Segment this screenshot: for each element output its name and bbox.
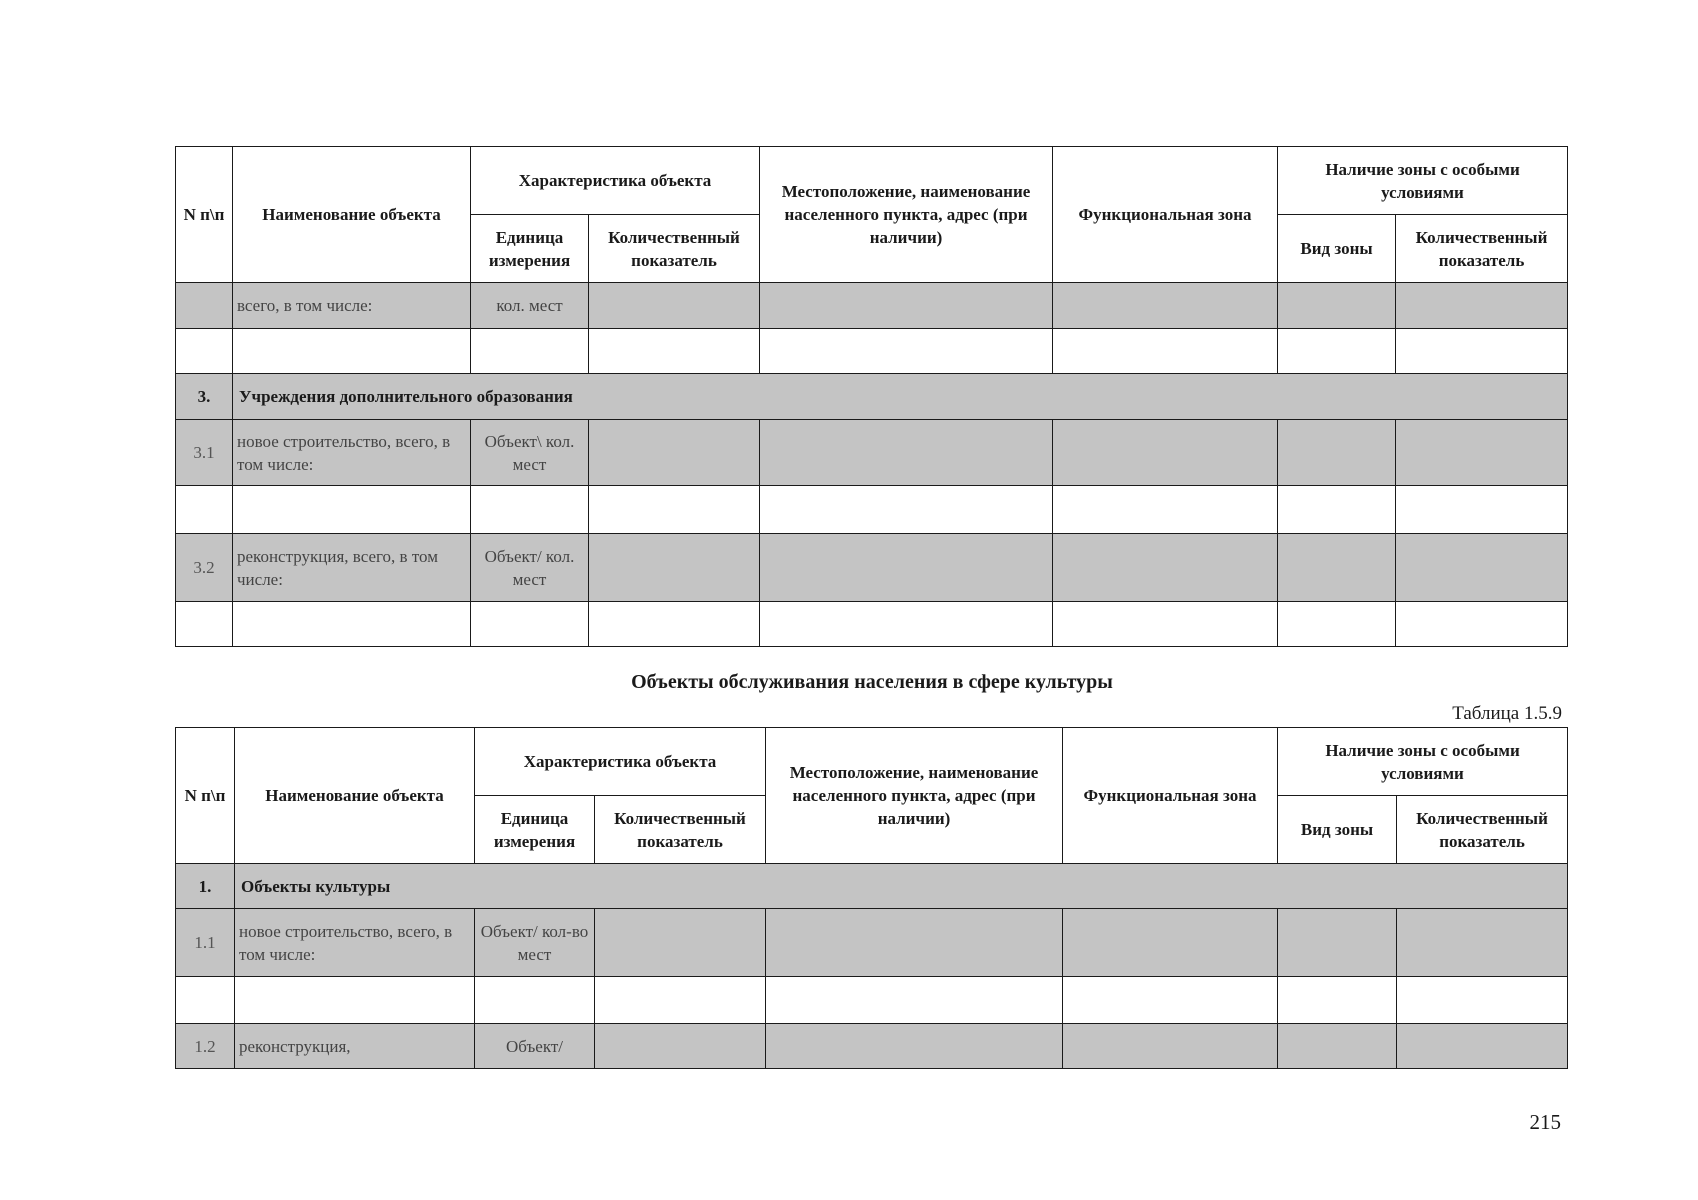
row-name: реконструкция, bbox=[235, 1024, 475, 1069]
header-zone-quantity: Количественный показатель bbox=[1397, 796, 1568, 864]
header-location: Местоположение, наименование населенного пункта, адрес (при наличии) bbox=[760, 147, 1053, 283]
row-name: новое строительство, всего, в том числе: bbox=[233, 420, 471, 486]
header-quantity: Количественный показатель bbox=[595, 796, 766, 864]
table-row-empty bbox=[176, 602, 1568, 647]
header-name: Наименование объекта bbox=[233, 147, 471, 283]
section-title: Объекты культуры bbox=[235, 864, 1568, 909]
row-number: 1.2 bbox=[176, 1024, 235, 1069]
header-n: N п\п bbox=[176, 147, 233, 283]
table-row-empty bbox=[176, 329, 1568, 374]
section-title: Учреждения дополнительного образования bbox=[233, 374, 1568, 420]
header-n: N п\п bbox=[176, 728, 235, 864]
header-zone-quantity: Количественный показатель bbox=[1396, 215, 1568, 283]
section-row bbox=[176, 864, 1568, 909]
table-row bbox=[176, 283, 1568, 329]
header-zone: Функциональная зона bbox=[1063, 728, 1278, 864]
row-unit: Объект\ кол. мест bbox=[471, 420, 589, 486]
header-quantity: Количественный показатель bbox=[589, 215, 760, 283]
row-name: новое строительство, всего, в том числе: bbox=[235, 909, 475, 977]
row-name: реконструкция, всего, в том числе: bbox=[233, 534, 471, 602]
table-number: Таблица 1.5.9 bbox=[1452, 703, 1562, 724]
header-characteristic: Характеристика объекта bbox=[475, 728, 766, 796]
row-name: всего, в том числе: bbox=[233, 283, 471, 329]
page-number: 215 bbox=[1529, 1110, 1561, 1134]
table-row-empty bbox=[176, 977, 1568, 1024]
header-unit: Единица измерения bbox=[475, 796, 595, 864]
header-special-zone: Наличие зоны с особыми условиями bbox=[1278, 728, 1568, 796]
table-education bbox=[175, 146, 1568, 647]
table-culture bbox=[175, 727, 1568, 1069]
row-number: 3.2 bbox=[176, 534, 233, 602]
row-number: 3.1 bbox=[176, 420, 233, 486]
section-number: 1. bbox=[176, 864, 235, 909]
header-special-zone: Наличие зоны с особыми условиями bbox=[1278, 147, 1568, 215]
row-unit: Объект/ кол-во мест bbox=[475, 909, 595, 977]
row-number: 1.1 bbox=[176, 909, 235, 977]
section-number: 3. bbox=[176, 374, 233, 420]
header-zone: Функциональная зона bbox=[1053, 147, 1278, 283]
table-row bbox=[176, 420, 1568, 486]
table-row bbox=[176, 534, 1568, 602]
section-heading: Объекты обслуживания населения в сфере культуры bbox=[631, 671, 1113, 693]
table-row bbox=[176, 1024, 1568, 1069]
row-unit: кол. мест bbox=[471, 283, 589, 329]
section-row bbox=[176, 374, 1568, 420]
table-row-empty bbox=[176, 486, 1568, 534]
header-location: Местоположение, наименование населенного пункта, адрес (при наличии) bbox=[766, 728, 1063, 864]
header-unit: Единица измерения bbox=[471, 215, 589, 283]
header-name: Наименование объекта bbox=[235, 728, 475, 864]
header-zone-type: Вид зоны bbox=[1278, 215, 1396, 283]
header-zone-type: Вид зоны bbox=[1278, 796, 1397, 864]
row-unit: Объект/ кол. мест bbox=[471, 534, 589, 602]
header-characteristic: Характеристика объекта bbox=[471, 147, 760, 215]
row-unit: Объект/ bbox=[475, 1024, 595, 1069]
table-row bbox=[176, 909, 1568, 977]
